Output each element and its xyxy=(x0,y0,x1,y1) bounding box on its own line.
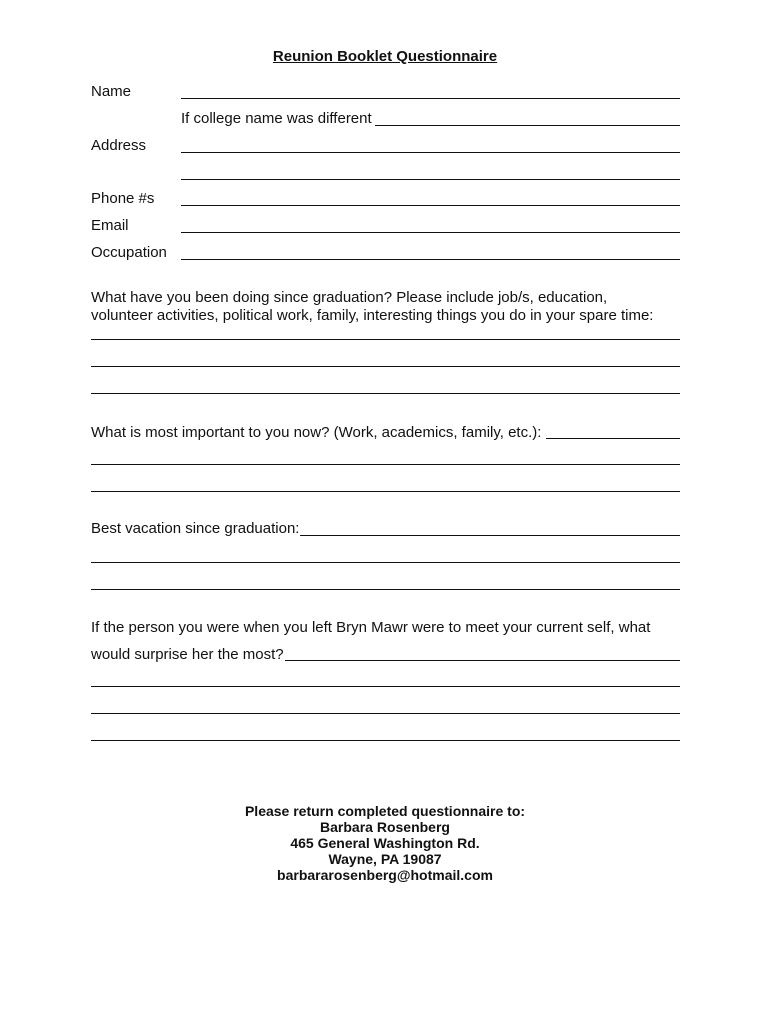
question-3-answer-line-1[interactable] xyxy=(91,562,680,563)
address-label: Address xyxy=(91,137,147,154)
question-1-answer-line-3[interactable] xyxy=(91,393,680,394)
question-4-answer-line-1[interactable] xyxy=(91,686,680,687)
address-field-line-1[interactable] xyxy=(181,152,680,153)
question-2-text: What is most important to you now? (Work, academics, family, etc.): xyxy=(91,424,542,441)
question-1-text-line-1: What have you been doing since graduation? Please include job/s, education, xyxy=(91,289,608,306)
name-label: Name xyxy=(91,83,132,100)
address-field-line-2[interactable] xyxy=(181,179,680,180)
occupation-label: Occupation xyxy=(91,244,167,261)
question-2-answer-line-2[interactable] xyxy=(91,491,680,492)
name-field[interactable] xyxy=(181,98,680,99)
question-3-answer-inline[interactable] xyxy=(300,535,680,536)
college-name-label: If college name was different xyxy=(181,110,372,127)
college-name-field[interactable] xyxy=(375,125,680,126)
return-instructions xyxy=(0,803,770,883)
question-4-answer-inline[interactable] xyxy=(285,660,680,661)
question-3-answer-line-2[interactable] xyxy=(91,589,680,590)
recipient-email: barbararosenberg@hotmail.com xyxy=(277,867,493,883)
phone-label: Phone #s xyxy=(91,190,155,207)
question-2-answer-inline[interactable] xyxy=(546,438,680,439)
question-2-answer-line-1[interactable] xyxy=(91,464,680,465)
question-1-answer-line-2[interactable] xyxy=(91,366,680,367)
question-4-answer-line-2[interactable] xyxy=(91,713,680,714)
question-4-answer-line-3[interactable] xyxy=(91,740,680,741)
question-1-text-line-2: volunteer activities, political work, family, interesting things you do in your spare time: xyxy=(91,307,654,324)
recipient-street: 465 General Washington Rd. xyxy=(290,835,480,851)
email-label: Email xyxy=(91,217,129,234)
question-1-answer-line-1[interactable] xyxy=(91,339,680,340)
question-4-text-line-2: would surprise her the most? xyxy=(91,646,284,663)
recipient-name: Barbara Rosenberg xyxy=(320,819,450,835)
email-field[interactable] xyxy=(181,232,680,233)
occupation-field[interactable] xyxy=(181,259,680,260)
question-4-text-line-1: If the person you were when you left Bryn Mawr were to meet your current self, what xyxy=(91,619,651,636)
recipient-city: Wayne, PA 19087 xyxy=(328,851,442,867)
question-3-text: Best vacation since graduation: xyxy=(91,520,300,537)
return-instructions-heading: Please return completed questionnaire to: xyxy=(244,803,526,819)
page-title: Reunion Booklet Questionnaire xyxy=(272,48,498,65)
phone-field[interactable] xyxy=(181,205,680,206)
